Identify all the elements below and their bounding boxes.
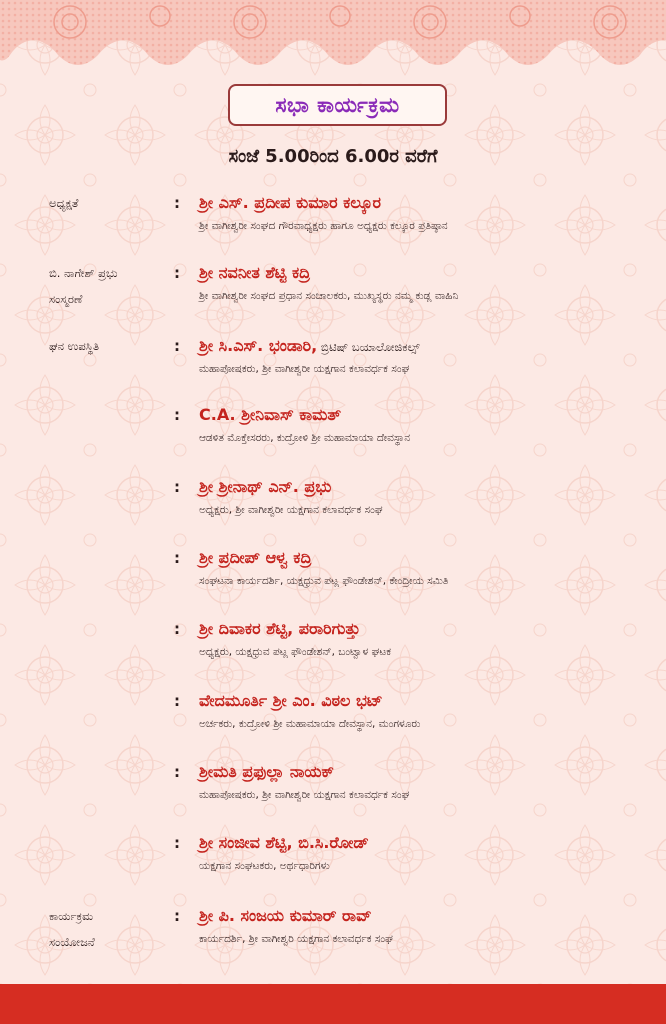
person-name [199,759,334,785]
person-name [199,402,341,428]
person-name-text: ಶ್ರೀ ದಿವಾಕರ ಶೆಟ್ಟಿ, ಪರಾರಿಗುತ್ತು [199,619,361,638]
role-label: ಘನ ಉಪಸ್ಥಿತಿ [49,339,100,353]
person-designation: ಸಂಘಟನಾ ಕಾರ್ಯದರ್ಶಿ, ಯಕ್ಷಧ್ರುವ ಪಟ್ಲ ಫೌಂಡೇಶನ್, ಕೇಂದ್ರೀಯ ಸಮಿತಿ [199,575,449,587]
person-name-text: ಶ್ರೀ ಪಿ. ಸಂಜಯ ಕುಮಾರ್ ರಾವ್ [199,906,372,925]
program-entry [0,474,666,534]
program-entry [0,545,666,605]
program-entry [0,688,666,748]
separator-colon: : [174,549,180,567]
separator-colon: : [174,620,180,638]
person-name [199,474,331,500]
separator-colon: : [174,692,180,710]
person-name-text: ಶ್ರೀ ನವನೀತ ಶೆಟ್ಟಿ ಕದ್ರಿ [199,263,311,282]
separator-colon: : [174,406,180,424]
role-label: ಬಿ. ನಾಗೇಶ್ ಪ್ರಭು [49,266,118,280]
program-entry [0,190,666,250]
program-entry [0,402,666,462]
person-name [199,545,312,571]
page-title: ಸಭಾ ಕಾರ್ಯಕ್ರಮ [275,92,400,117]
person-name-text: ವೇದಮೂರ್ತಿ ಶ್ರೀ ಎಂ. ವಿಠಲ ಭಟ್ [199,691,383,710]
program-entry [0,260,666,320]
separator-colon: : [174,763,180,781]
person-name-text: ಶ್ರೀ ಎಸ್. ಪ್ರದೀಪ ಕುಮಾರ ಕಲ್ಕೂರ [199,193,381,212]
separator-colon: : [174,264,180,282]
time-subtitle: ಸಂಜೆ 5.00ರಿಂದ 6.00ರ ವರೆಗೆ [228,146,438,167]
person-name-text: C.A. ಶ್ರೀನಿವಾಸ್ ಕಾಮತ್ [199,405,342,424]
footer-band [0,984,666,1024]
person-designation: ಶ್ರೀ ವಾಗೀಶ್ವರೀ ಸಂಘದ ಗೌರವಾಧ್ಯಕ್ಷರು ಹಾಗೂ ಅಧ್ಯಕ್ಷರು ಕಲ್ಕೂರ ಪ್ರತಿಷ್ಠಾನ [199,220,448,232]
program-entry [0,759,666,819]
person-name [199,190,381,216]
person-designation: ಯಕ್ಷಗಾನ ಸಂಘಟಕರು, ಅರ್ಥಧಾರಿಗಳು [199,860,330,872]
role-label: ಸಂಸ್ಮರಣೆ [49,292,83,306]
person-designation: ಮಹಾಪೋಷಕರು, ಶ್ರೀ ವಾಗೀಶ್ವರೀ ಯಕ್ಷಗಾನ ಕಲಾವರ್ಧಕ ಸಂಘ [199,363,410,375]
person-name-text: ಶ್ರೀ ಸಂಜೀವ ಶೆಟ್ಟಿ, ಬಿ.ಸಿ.ರೋಡ್ [199,833,369,852]
role-label: ಅಧ್ಯಕ್ಷತೆ [49,196,79,210]
separator-colon: : [174,337,180,355]
person-name [199,688,383,714]
person-name [199,830,369,856]
person-designation: ಅರ್ಚಕರು, ಕುದ್ರೋಳಿ ಶ್ರೀ ಮಹಾಮಾಯಾ ದೇವಸ್ಥಾನ, ಮಂಗಳೂರು [199,718,421,730]
role-label: ಸಂಯೋಜನೆ [49,935,95,949]
program-entry [0,333,666,393]
person-name-text: ಶ್ರೀ ಸಿ.ಎಸ್. ಭಂಡಾರಿ, [199,336,318,355]
title-box [228,84,447,126]
separator-colon: : [174,194,180,212]
person-name [199,903,372,929]
person-designation: ಮಹಾಪೋಷಕರು, ಶ್ರೀ ವಾಗೀಶ್ವರೀ ಯಕ್ಷಗಾನ ಕಲಾವರ್ಧಕ ಸಂಘ [199,789,410,801]
person-designation: ಅಧ್ಯಕ್ಷರು, ಯಕ್ಷಧ್ರುವ ಪಟ್ಲ ಫೌಂಡೇಶನ್, ಬಂಟ್ವಾಳ ಘಟಕ [199,646,392,658]
person-designation: ಅಧ್ಯಕ್ಷರು, ಶ್ರೀ ವಾಗೀಶ್ವರೀ ಯಕ್ಷಗಾನ ಕಲಾವರ್ಧಕ ಸಂಘ [199,504,383,516]
person-name-text: ಶ್ರೀ ಪ್ರದೀಪ್ ಆಳ್ವ ಕದ್ರಿ [199,548,312,567]
program-entry [0,903,666,963]
separator-colon: : [174,478,180,496]
person-designation: ಕಾರ್ಯದರ್ಶಿ, ಶ್ರೀ ವಾಗೀಶ್ವರಿ ಯಕ್ಷಗಾನ ಕಲಾವರ್ಧಕ ಸಂಘ [199,933,393,945]
person-name-text: ಶ್ರೀ ಶ್ರೀನಾಥ್ ಎನ್. ಪ್ರಭು [199,477,332,496]
separator-colon: : [174,834,180,852]
person-designation: ಆಡಳಿತ ಮೊಕ್ತೇಸರರು, ಕುದ್ರೋಳಿ ಶ್ರೀ ಮಹಾಮಾಯಾ ದೇವಸ್ಥಾನ [199,432,411,444]
program-entry [0,830,666,890]
person-designation: ಶ್ರೀ ವಾಗೀಶ್ವರೀ ಸಂಘದ ಪ್ರಧಾನ ಸಂಚಾಲಕರು, ಮುಖ್ಯಸ್ಥರು ನಮ್ಮ ಕುಡ್ಲ ವಾಹಿನಿ [199,290,459,302]
role-label: ಕಾರ್ಯಕ್ರಮ [49,909,94,923]
person-name [199,260,310,286]
person-affiliation: ಬ್ರಿಟಿಷ್ ಬಯಾಲೋಜಿಕಲ್ಸ್ [317,340,420,354]
person-name [199,333,420,360]
program-entry [0,616,666,676]
separator-colon: : [174,907,180,925]
person-name-text: ಶ್ರೀಮತಿ ಪ್ರಫುಲ್ಲಾ ನಾಯಕ್ [199,762,334,781]
person-name [199,616,360,642]
